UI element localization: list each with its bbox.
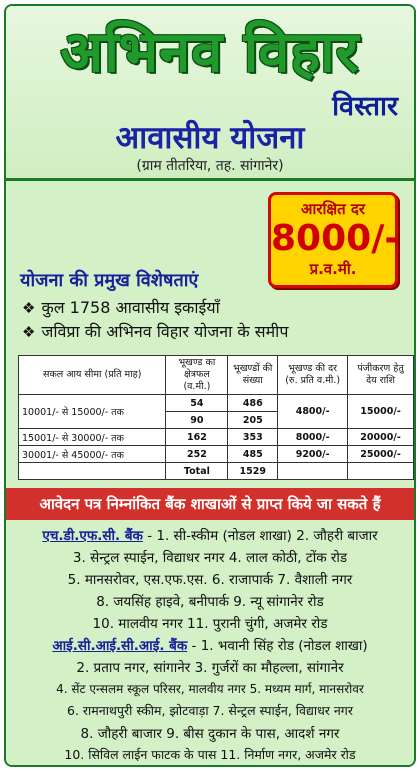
column-header: भूखण्डों की संख्या	[228, 356, 278, 395]
bullet-icon: ❖	[22, 323, 36, 341]
icici-bank-name: आई.सी.आई.सी.आई. बैंक	[52, 638, 188, 654]
empty-cell	[348, 463, 414, 480]
plot-count: 353	[228, 429, 278, 446]
hdfc-bank-name: एच.डी.एफ.सी. बैंक	[42, 528, 143, 544]
scheme-type: आवासीय योजना	[115, 120, 305, 156]
plot-rate: 8000/-	[278, 429, 348, 446]
table-header-row	[19, 356, 414, 395]
feature-item: ❖ कुल 1758 आवासीय इकाईयाँ	[22, 298, 220, 317]
reserve-rate-badge	[268, 192, 398, 288]
bank-line: 8. जौहरी बाजार 9. बीस दुकान के पास, आदर्श नगर	[80, 726, 340, 742]
feature-item: ❖ जविप्रा की अभिनव विहार योजना के समीप	[22, 322, 289, 341]
extension-label: विस्तार	[332, 91, 398, 122]
rate-label: आरक्षित दर	[301, 200, 365, 218]
bank-line: 8. जयसिंह हाइवे, बनीपार्क 9. न्यू सांगानेर रोड	[96, 594, 324, 610]
table-row	[19, 395, 414, 412]
empty-cell	[19, 463, 166, 480]
column-header: भूखण्ड की दर (रु. प्रति व.मी.)	[278, 356, 348, 395]
plot-rate: 4800/-	[278, 395, 348, 429]
bank-line: 5. मानसरोवर, एस.एफ.एस. 6. राजापार्क 7. वैशाली नगर	[67, 572, 353, 588]
total-label: Total	[166, 463, 228, 480]
bank-line: एच.डी.एफ.सी. बैंक - 1. सी-स्कीम (नोडल शाखा) 2. जौहरी बाजार	[42, 528, 378, 544]
banks-heading: आवेदन पत्र निम्नांकित बैंक शाखाओं से प्राप्त किये जा सकते हैं	[6, 488, 414, 520]
income-range: 15001/- से 30000/- तक	[19, 429, 166, 446]
bank-line: 10. सिविल लाईन फाटक के पास 11. निर्माण नगर, अजमेर रोड	[64, 747, 356, 762]
total-value: 1529	[228, 463, 278, 480]
plot-count: 205	[228, 412, 278, 429]
registration-fee: 25000/-	[348, 446, 414, 463]
bank-line: 4. सेंट एन्सलम स्कूल परिसर, मालवीय नगर 5. मध्यम मार्ग, मानसरोवर	[56, 682, 364, 696]
rate-unit: प्र.व.मी.	[309, 260, 357, 278]
income-range: 10001/- से 15000/- तक	[19, 395, 166, 429]
banks-section	[6, 520, 414, 767]
bank-line: आई.सी.आई.सी.आई. बैंक - 1. भवानी सिंह रोड (नोडल शाखा)	[52, 638, 368, 654]
rate-value: 8000/-	[271, 218, 400, 259]
plot-count: 485	[228, 446, 278, 463]
plot-area: 252	[166, 446, 228, 463]
plot-area: 90	[166, 412, 228, 429]
location: (ग्राम तीतरिया, तह. सांगानेर)	[136, 158, 284, 174]
plot-area: 162	[166, 429, 228, 446]
registration-fee: 15000/-	[348, 395, 414, 429]
table-total-row	[19, 463, 414, 480]
scheme-title: अभिनव विहार	[60, 20, 360, 85]
advertisement	[4, 4, 416, 767]
plot-area: 54	[166, 395, 228, 412]
bank-line: 3. सेन्ट्रल स्पाईन, विद्याधर नगर 4. लाल कोठी, टोंक रोड	[72, 550, 348, 566]
table-row	[19, 446, 414, 463]
bank-line: 6. रामनाथपुरी स्कीम, झोटवाड़ा 7. सेन्ट्रल स्पाईन, विद्याधर नगर	[67, 703, 353, 718]
plot-count: 486	[228, 395, 278, 412]
header	[6, 6, 414, 178]
column-header: पंजीकरण हेतु देय राशि	[348, 356, 414, 395]
bank-line: 2. प्रताप नगर, सांगानेर 3. गुर्जरों का मौहल्ला, सांगानेर	[76, 660, 344, 676]
plot-rate: 9200/-	[278, 446, 348, 463]
bullet-icon: ❖	[22, 299, 36, 317]
registration-fee: 20000/-	[348, 429, 414, 446]
plot-table	[18, 355, 414, 480]
bank-line: 10. मालवीय नगर 11. पुरानी चुंगी, अजमेर रोड	[92, 616, 328, 632]
income-range: 30001/- से 45000/- तक	[19, 446, 166, 463]
column-header: सकल आय सीमा (प्रति माह)	[19, 356, 166, 395]
table-row	[19, 429, 414, 446]
empty-cell	[278, 463, 348, 480]
features-heading: योजना की प्रमुख विशेषताएं	[20, 270, 199, 291]
column-header: भूखण्ड का क्षेत्रफल (व.मी.)	[166, 356, 228, 395]
